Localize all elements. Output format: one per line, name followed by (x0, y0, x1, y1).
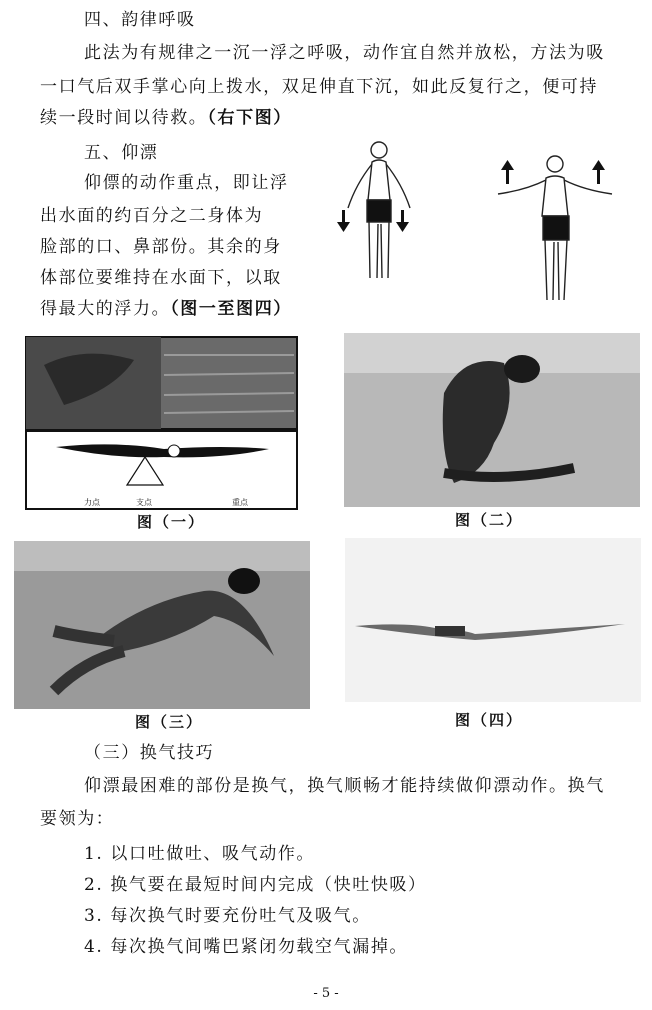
section-3-heading: （三）换气技巧 (84, 743, 215, 763)
section-5-line-3: 脸部的口、鼻部份。其余的身 (40, 237, 282, 257)
arrow-down-right-icon (396, 210, 409, 232)
figure-2-caption: 图（二） (455, 511, 524, 529)
figure-3-image (14, 541, 310, 709)
list-item-4: 4. 每次换气间嘴巴紧闭勿载空气漏掉。 (84, 937, 409, 957)
section-5-line-1: 仰僄的动作重点，即让浮 (84, 173, 289, 193)
section-4-line-2: 一口气后双手掌心向上拨水，双足伸直下沉，如此反复行之，便可持 (40, 77, 598, 97)
section-4-heading: 四、韵律呼吸 (84, 10, 196, 30)
figure-4-image (345, 538, 641, 702)
figure-arms-out (498, 156, 612, 300)
arrow-down-left-icon (337, 210, 350, 232)
section-4-line-3: 续一段时间以待救。（右下图） (40, 108, 292, 128)
section-5-line-4: 体部位要维持在水面下，以取 (40, 268, 282, 288)
figure-1-image (24, 335, 299, 511)
figure-1-caption: 图（一） (137, 513, 206, 531)
rhythm-breathing-illustration (326, 128, 622, 312)
list-item-1: 1. 以口吐做吐、吸气动作。 (84, 844, 316, 864)
section-4-line-1: 此法为有规律之一沉一浮之呼吸，动作宜自然并放松，方法为吸 (84, 43, 605, 63)
figure-4-caption: 图（四） (455, 711, 524, 729)
arrow-up-left-icon (501, 160, 514, 184)
label-fulcrum: 支点 (136, 498, 152, 507)
section-5-heading: 五、仰漂 (84, 143, 159, 163)
list-item-2: 2. 换气要在最短时间内完成（快吐快吸） (84, 875, 427, 895)
section-5-line-2: 出水面的约百分之二身体为 (40, 206, 264, 226)
section-3-line-1: 仰漂最困难的部份是换气，换气顺畅才能持续做仰漂动作。换气 (84, 776, 605, 796)
section-3-line-2: 要领为： (40, 809, 115, 829)
label-load-point: 重点 (232, 498, 248, 507)
section-5-line-5: 得最大的浮力。（图一至图四） (40, 299, 292, 319)
figure-3-caption: 图（三） (135, 713, 204, 731)
figure-arms-down (348, 142, 410, 278)
label-effort-point: 力点 (84, 498, 100, 507)
list-item-3: 3. 每次换气时要充份吐气及吸气。 (84, 906, 371, 926)
page-number: - 5 - (313, 986, 339, 1001)
figure-2-image (344, 333, 640, 507)
arrow-up-right-icon (592, 160, 605, 184)
